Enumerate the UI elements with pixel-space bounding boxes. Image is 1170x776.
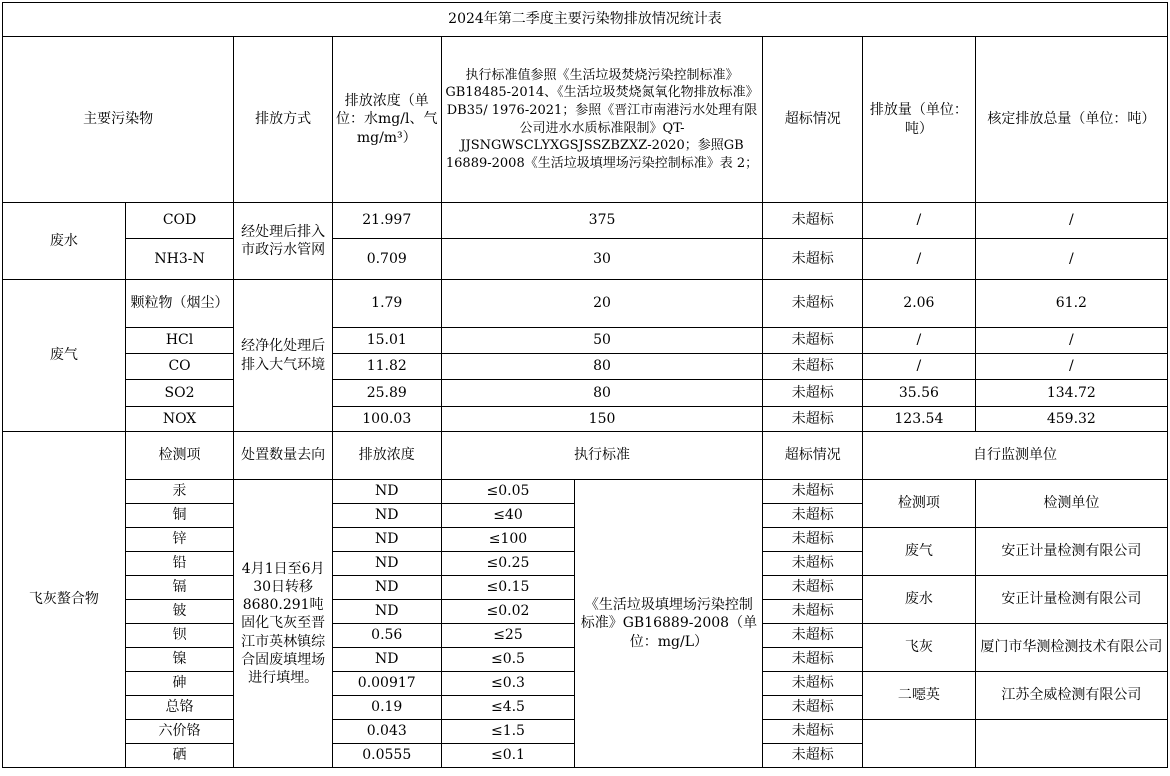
conc-cell: 0.19: [332, 696, 441, 720]
table-row: [3, 407, 1168, 432]
amount-cell: 2.06: [863, 280, 976, 328]
exceed-cell: 未超标: [763, 380, 863, 407]
exceed-cell: 未超标: [763, 504, 863, 528]
std-cell: 80: [441, 380, 763, 407]
std-cell: 80: [441, 354, 763, 380]
limit-cell: ≤0.02: [441, 600, 575, 624]
conc-cell: 0.00917: [332, 672, 441, 696]
header-item: 检测项: [125, 432, 234, 480]
monitor-item: 废水: [863, 576, 976, 624]
header-std: 执行标准: [441, 432, 763, 480]
exceed-cell: 未超标: [763, 480, 863, 504]
header-conc: 排放浓度: [332, 432, 441, 480]
amount-cell: /: [863, 239, 976, 280]
monitor-header-item: 检测项: [863, 480, 976, 528]
conc-cell: 100.03: [332, 407, 441, 432]
header-amount: 排放量（单位：吨）: [863, 37, 976, 203]
item-cell: 钡: [125, 624, 234, 648]
total-cell: /: [975, 328, 1167, 354]
monitor-unit: 安正计量检测有限公司: [975, 528, 1167, 576]
exceed-cell: 未超标: [763, 648, 863, 672]
std-cell: 30: [441, 239, 763, 280]
category-fly-ash: 飞灰螯合物: [3, 432, 126, 768]
monitor-empty-cell: [975, 720, 1167, 768]
conc-cell: 0.709: [332, 239, 441, 280]
conc-cell: 0.0555: [332, 744, 441, 768]
table-row: [3, 354, 1168, 380]
std-cell: 20: [441, 280, 763, 328]
monitor-header-unit: 检测单位: [975, 480, 1167, 528]
exceed-cell: 未超标: [763, 672, 863, 696]
monitor-item: 飞灰: [863, 624, 976, 672]
total-cell: 134.72: [975, 380, 1167, 407]
exceed-cell: 未超标: [763, 528, 863, 552]
std-cell: 50: [441, 328, 763, 354]
item-cell: 汞: [125, 480, 234, 504]
table-title: 2024年第二季度主要污染物排放情况统计表: [3, 3, 1168, 37]
limit-cell: ≤0.25: [441, 552, 575, 576]
item-cell: NOX: [125, 407, 234, 432]
exceed-cell: 未超标: [763, 696, 863, 720]
category-wastewater: 废水: [3, 203, 126, 280]
item-cell: 六价铬: [125, 720, 234, 744]
method-waste-gas: 经净化处理后排入大气环境: [234, 280, 333, 432]
table-row: [3, 480, 1168, 504]
exceed-cell: 未超标: [763, 600, 863, 624]
header-disposal: 处置数量去向: [234, 432, 333, 480]
amount-cell: 35.56: [863, 380, 976, 407]
header-total: 核定排放总量（单位：吨）: [975, 37, 1167, 203]
table-row: [3, 380, 1168, 407]
item-cell: 砷: [125, 672, 234, 696]
conc-cell: ND: [332, 648, 441, 672]
conc-cell: 0.56: [332, 624, 441, 648]
monitor-item: 废气: [863, 528, 976, 576]
exceed-cell: 未超标: [763, 407, 863, 432]
conc-cell: ND: [332, 576, 441, 600]
item-cell: HCl: [125, 328, 234, 354]
limit-cell: ≤100: [441, 528, 575, 552]
total-cell: /: [975, 354, 1167, 380]
limit-cell: ≤0.05: [441, 480, 575, 504]
total-cell: 61.2: [975, 280, 1167, 328]
category-waste-gas: 废气: [3, 280, 126, 432]
header-standard: 执行标准值参照《生活垃圾焚烧污染控制标准》GB18485-2014、《生活垃圾焚烧氮氧化物排放标准》DB35/ 1976-2021；参照《晋江市南港污水处理有限公司进水水质标准限制》QT-JJSNGWSCLYXGSJSSZBZXZ-2020；参照GB 16889-2008《生活垃圾填埋场污染控制标准》表 2；: [441, 37, 763, 203]
amount-cell: /: [863, 203, 976, 239]
total-cell: /: [975, 203, 1167, 239]
conc-cell: ND: [332, 480, 441, 504]
item-cell: 铍: [125, 600, 234, 624]
limit-cell: ≤25: [441, 624, 575, 648]
item-cell: 锌: [125, 528, 234, 552]
item-cell: 颗粒物（烟尘）: [125, 280, 234, 328]
method-wastewater: 经处理后排入市政污水管网: [234, 203, 333, 280]
limit-cell: ≤40: [441, 504, 575, 528]
std-cell: 375: [441, 203, 763, 239]
conc-cell: 15.01: [332, 328, 441, 354]
exceed-cell: 未超标: [763, 280, 863, 328]
table-row: [3, 432, 1168, 480]
table-row: [3, 239, 1168, 280]
header-pollutant: 主要污染物: [3, 37, 234, 203]
item-cell: 铅: [125, 552, 234, 576]
limit-cell: ≤0.5: [441, 648, 575, 672]
exceed-cell: 未超标: [763, 744, 863, 768]
conc-cell: 11.82: [332, 354, 441, 380]
item-cell: 总铬: [125, 696, 234, 720]
table-row: [3, 280, 1168, 328]
total-cell: 459.32: [975, 407, 1167, 432]
disposal-cell: 4月1日至6月30日转移8680.291吨固化飞灰至晋江市英林镇综合固废填埋场进行填埋。: [234, 480, 333, 768]
header-method: 排放方式: [234, 37, 333, 203]
exceed-cell: 未超标: [763, 576, 863, 600]
exceed-cell: 未超标: [763, 203, 863, 239]
item-cell: 镍: [125, 648, 234, 672]
conc-cell: 1.79: [332, 280, 441, 328]
limit-cell: ≤0.1: [441, 744, 575, 768]
monitor-unit: 江苏全威检测有限公司: [975, 672, 1167, 720]
header-exceed: 超标情况: [763, 432, 863, 480]
table-row: [3, 328, 1168, 354]
total-cell: /: [975, 239, 1167, 280]
header-monitor: 自行监测单位: [863, 432, 1168, 480]
amount-cell: /: [863, 354, 976, 380]
item-cell: SO2: [125, 380, 234, 407]
header-concentration: 排放浓度（单位：水mg/l、气mg/m³）: [332, 37, 441, 203]
exceed-cell: 未超标: [763, 624, 863, 648]
fly-ash-standard: 《生活垃圾填埋场污染控制标准》GB16889-2008（单位：mg/L）: [575, 480, 763, 768]
monitor-unit: 厦门市华测检测技术有限公司: [975, 624, 1167, 672]
exceed-cell: 未超标: [763, 720, 863, 744]
emission-table: [2, 2, 1168, 768]
amount-cell: 123.54: [863, 407, 976, 432]
conc-cell: 0.043: [332, 720, 441, 744]
conc-cell: ND: [332, 600, 441, 624]
item-cell: 硒: [125, 744, 234, 768]
item-cell: COD: [125, 203, 234, 239]
monitor-unit: 安正计量检测有限公司: [975, 576, 1167, 624]
item-cell: 镉: [125, 576, 234, 600]
limit-cell: ≤0.3: [441, 672, 575, 696]
exceed-cell: 未超标: [763, 328, 863, 354]
conc-cell: 25.89: [332, 380, 441, 407]
std-cell: 150: [441, 407, 763, 432]
item-cell: NH3-N: [125, 239, 234, 280]
conc-cell: ND: [332, 552, 441, 576]
conc-cell: 21.997: [332, 203, 441, 239]
conc-cell: ND: [332, 528, 441, 552]
amount-cell: /: [863, 328, 976, 354]
monitor-empty-cell: [863, 720, 976, 768]
item-cell: 铜: [125, 504, 234, 528]
table-row: [3, 203, 1168, 239]
exceed-cell: 未超标: [763, 239, 863, 280]
header-exceed: 超标情况: [763, 37, 863, 203]
limit-cell: ≤4.5: [441, 696, 575, 720]
limit-cell: ≤1.5: [441, 720, 575, 744]
exceed-cell: 未超标: [763, 354, 863, 380]
conc-cell: ND: [332, 504, 441, 528]
limit-cell: ≤0.15: [441, 576, 575, 600]
exceed-cell: 未超标: [763, 552, 863, 576]
monitor-item: 二噁英: [863, 672, 976, 720]
item-cell: CO: [125, 354, 234, 380]
